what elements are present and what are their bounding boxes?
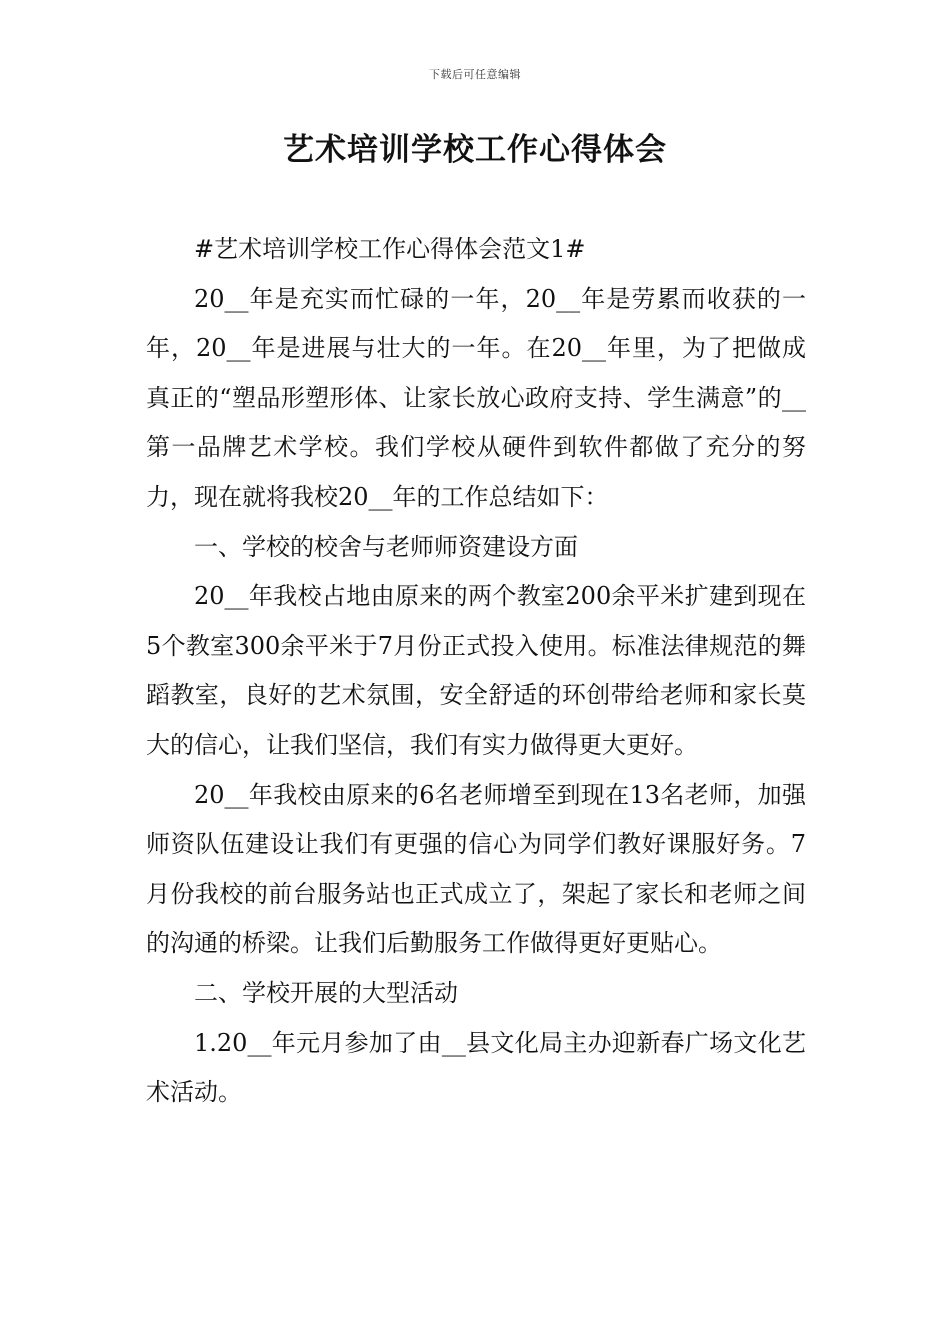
section-heading: #艺术培训学校工作心得体会范文1# xyxy=(194,235,586,263)
header-note: 下载后可任意编辑 xyxy=(429,68,521,81)
body-paragraph: 20__年是充实而忙碌的一年，20__年是劳累而收获的一年，20__年是进展与壮大的一年。在20__年里，为了把做成真正的“塑品形塑形体、让家长放心政府支持、学生满意”的__第一品牌艺术学校。我们学校从硬件到软件都做了充分的努力，现在就将我校20__年的工作总结如下： xyxy=(146,284,806,511)
body-paragraph: 20__年我校占地由原来的两个教室200余平米扩建到现在5个教室300余平米于7月份正式投入使用。标准法律规范的舞蹈教室，良好的艺术氛围，安全舒适的环创带给老师和家长莫大的信心，让我们坚信，我们有实力做得更大更好。 xyxy=(146,582,806,759)
document-title: 艺术培训学校工作心得体会 xyxy=(283,132,667,168)
body-paragraph: 1.20__年元月参加了由__县文化局主办迎新春广场文化艺术活动。 xyxy=(146,1028,806,1107)
section-heading: 二、学校开展的大型活动 xyxy=(194,978,458,1007)
document-body xyxy=(146,225,806,1118)
body-paragraph: 20__年我校由原来的6名老师增至到现在13名老师，加强师资队伍建设让我们有更强的信心为同学们教好课服好务。7月份我校的前台服务站也正式成立了，架起了家长和老师之间的沟通的桥梁。让我们后勤服务工作做得更好更贴心。 xyxy=(146,780,806,958)
section-heading: 一、学校的校舍与老师师资建设方面 xyxy=(194,532,578,561)
